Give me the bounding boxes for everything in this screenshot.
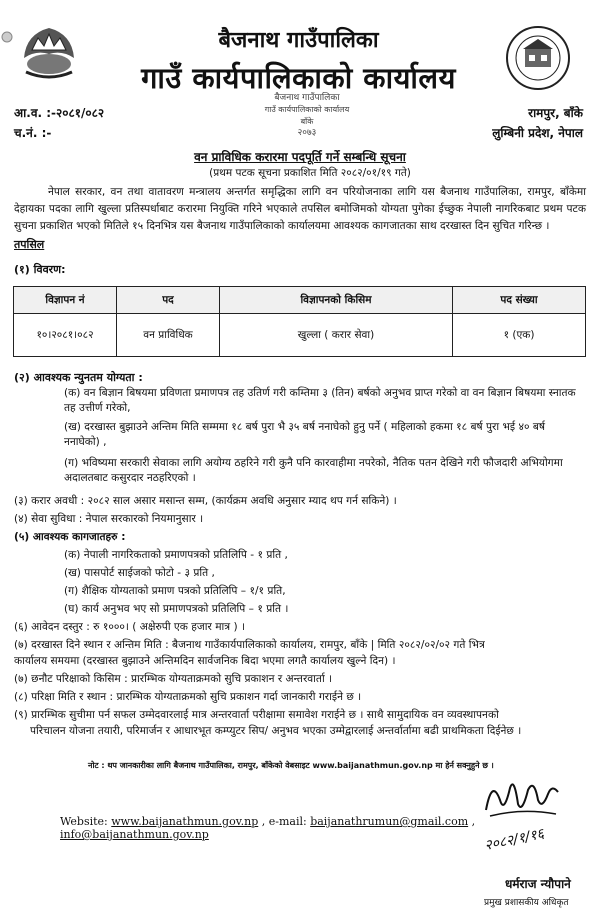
- fiscal-year: आ.व. :-२०८१/०८२: [14, 106, 105, 120]
- signature-date: २०८२/१/१६: [483, 825, 546, 855]
- municipality-name: बैजनाथ गाउँपालिका: [218, 28, 379, 53]
- application-fee: (६) आवेदन दस्तुर : रु १०००। ( अक्षेरुपी एक हजार मात्र ) ।: [14, 621, 246, 633]
- officer-title: प्रमुख प्रशासकीय अधिकृत: [484, 898, 569, 908]
- table-header-row: [14, 287, 586, 314]
- col-post: पद: [117, 287, 220, 314]
- cell-post-count: १ (एक): [453, 314, 586, 357]
- cell-ad-number: १०।२०८१।०८२: [14, 314, 117, 357]
- document-kha: (ख) पासपोर्ट साईजको फोटो - ३ प्रति ,: [64, 567, 215, 579]
- submission-line-1: (७) दरखास्त दिने स्थान र अन्तिम मिति : बैजनाथ गाउँकार्यपालिकाको कार्यालय, रामपुर, बाँके | मिति २०८२/०२/०२ गते भित्र: [14, 639, 485, 651]
- selection-method: (७) छनौट परिक्षाको किसिम : प्रारम्भिक योग्यताक्रमको सुचि प्रकाशन र अन्तरवार्ता ।: [14, 673, 333, 685]
- footer-contact: Website: www.baijanathmun.gov.np , e-mail: baijanathrumun@gmail.com , info@baijanathmun.gov.np: [60, 815, 476, 841]
- cell-post: वन प्राविधिक: [117, 314, 220, 357]
- svg-text:बैजनाथ गाउँपालिका: बैजनाथ गाउँपालिका: [274, 93, 340, 103]
- interview-line-2: परिचालन योजना तयारी, परिमार्जन र आधारभूत कम्प्युटर सिप/ अनुभव भएका उम्मेद्वारलाई अन्तर्वार्तामा बढी प्राथमिकता दिईनेछ ।: [30, 725, 522, 737]
- cell-ad-type: खुल्ला ( करार सेवा): [220, 314, 453, 357]
- address-line-2: लुम्बिनी प्रदेश, नेपाल: [492, 126, 583, 140]
- website-link[interactable]: www.baijanathmun.gov.np: [111, 815, 259, 828]
- interview-line-1: (९) प्रारम्भिक सुचीमा पर्न सफल उम्मेदवारलाई मात्र अन्तरवार्ता परीक्षामा समावेश गराईने छ । साथै सामुदायिक वन व्यवस्थापनको: [14, 709, 499, 721]
- address-line-1: रामपुर, बाँके: [528, 106, 583, 120]
- col-ad-type: विज्ञापनको किसिम: [220, 287, 453, 314]
- notice-title: वन प्राविधिक करारमा पदपूर्ति गर्ने सम्बन्धि सूचना: [194, 150, 406, 164]
- email-link-2[interactable]: info@baijanathmun.gov.np: [60, 828, 209, 841]
- office-name: गाउँ कार्यपालिकाको कार्यालय: [141, 61, 456, 95]
- website-label: Website:: [60, 815, 108, 828]
- svg-text:गाउँ कार्यपालिकाको कार्यालय: गाउँ कार्यपालिकाको कार्यालय: [264, 105, 350, 114]
- tapsil-heading: तपसिल: [14, 238, 45, 251]
- table-row: [14, 314, 586, 357]
- col-post-count: पद संख्या: [453, 287, 586, 314]
- email-label: , e-mail:: [261, 815, 307, 828]
- service-facility: (४) सेवा सुविधा : नेपाल सरकारको नियमानुसार ।: [14, 513, 204, 525]
- qualification-ga: (ग) भविष्यमा सरकारी सेवाका लागि अयोग्य ठहरिने गरी कुनै पनि कारवाहीमा नपरेको, नैतिक पतन देखिने गरी फौजदारी अभियोगमा अदालतबाट कसुरदार नठहरिएको ।: [64, 457, 563, 484]
- details-heading: (१) विवरण:: [14, 263, 66, 276]
- submission-line-2: कार्यालय समयमा (दरखास्त बुझाउने अन्तिमदिन सार्वजनिक बिदा भएमा लगतै कार्यालय खुल्ने दिन) ।: [14, 655, 396, 667]
- document-gha: (घ) कार्य अनुभव भए सो प्रमाणपत्रको प्रतिलिपि – १ प्रति ।: [64, 603, 289, 615]
- office-stamp: [232, 88, 382, 138]
- officer-name: धर्मराज न्यौपाने: [505, 877, 571, 891]
- contract-period: (३) करार अवधी : २०८२ साल असार मसान्त सम्म, (कार्यक्रम अवधि अनुसार म्याद थप गर्न सकिने) ।: [14, 495, 397, 507]
- document-ka: (क) नेपाली नागरिकताको प्रमाणपत्रको प्रतिलिपि - १ प्रति ,: [64, 549, 288, 561]
- exam-date-place: (८) परिक्षा मिति र स्थान : प्रारम्भिक योग्यताक्रमको सुचि प्रकाशन गर्दा जानकारी गराईने छ ।: [14, 691, 362, 703]
- qualification-ka: (क) वन बिज्ञान बिषयमा प्रविणता प्रमाणपत्र तह उतिर्ण गरी कम्तिमा ३ (तिन) बर्षको अनुभव प्राप्त गरेको वा वन बिज्ञान बिषयमा स्नातक तह उत्तीर्ण गरेको,: [64, 387, 576, 414]
- publish-date: (प्रथम पटक सूचना प्रकाशित मिति २०८२/०१/१९ गते): [209, 167, 411, 179]
- email-link-1[interactable]: baijanathrumun@gmail.com: [310, 815, 469, 828]
- svg-text:२०७३: २०७३: [297, 128, 317, 138]
- svg-text:बाँके: बाँके: [300, 117, 314, 126]
- qualification-kha: (ख) दरखास्त बुझाउने अन्तिम मिति सम्ममा १८ बर्ष पुरा भै ३५ बर्ष ननाघेको हुनु पर्ने ( महिलाको हकमा १८ बर्ष पुरा भई ४० बर्ष ननाघेको) ,: [64, 421, 546, 448]
- document-ga: (ग) शैक्षिक योग्यताको प्रमाण पत्रको प्रतिलिपि – १/१ प्रति,: [64, 585, 286, 597]
- vacancy-table: [13, 286, 586, 357]
- note-text: नोट : थप जानकारीका लागि बैजनाथ गाउँपालिका, रामपुर, बाँकेको वेबसाइट www.baijanathmun.gov.np मा हेर्न सक्नुहुने छ ।: [88, 761, 494, 770]
- col-ad-number: विज्ञापन नं: [14, 287, 117, 314]
- intro-paragraph: नेपाल सरकार, वन तथा वातावरण मन्त्रालय अन्तर्गत समृद्धिका लागि वन परियोजनाका लागि यस बैजनाथ गाउँपालिका, रामपुर, बाँकेमा देहायका पदका लागि खुल्ला प्रतिस्पर्धाबाट करारमा नियुक्ति गरिने भएकाले तपसिल बमोजिमको योग्यता पुगेका ईच्छुक नेपाली नागरिकबाट प्रथम पटक सुचना प्रकाशित भएको मितिले १५ दिनभित्र यस बैजनाथ गाउँपालिकाको कार्यालयमा आवश्यक कागजातका साथ दरखास्त दिन सुचित गरिन्छ ।: [14, 186, 586, 232]
- qualification-heading: (२) आवश्यक न्युनतम योग्यता :: [14, 371, 143, 384]
- reference-number: च.नं. :-: [14, 126, 52, 140]
- documents-heading: (५) आवश्यक कागजातहरु :: [14, 531, 126, 543]
